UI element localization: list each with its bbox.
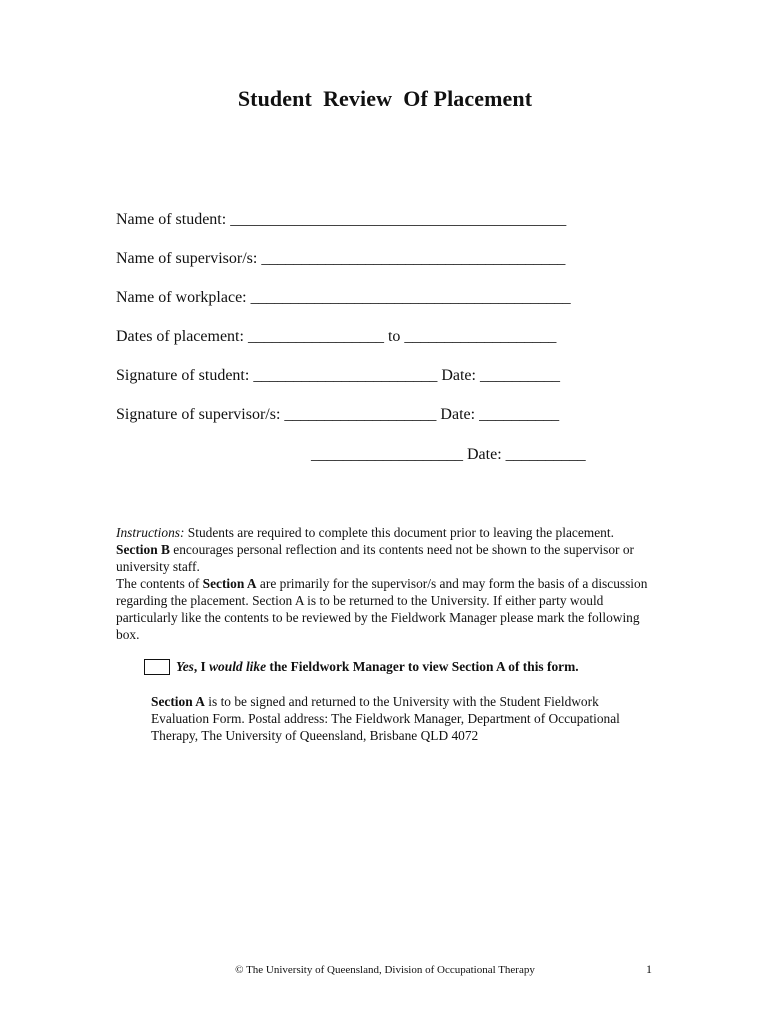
section-a-note-ref: Section A <box>151 694 205 709</box>
supervisor-name-field[interactable] <box>116 249 656 269</box>
placement-dates-field[interactable] <box>116 327 656 347</box>
instructions-block <box>116 524 656 643</box>
supervisor-name-label: Name of supervisor/s: <box>116 250 258 267</box>
instructions-text-1: Students are required to complete this document prior to leaving the placement. <box>184 525 614 540</box>
comma-i-text: , I <box>193 659 210 674</box>
student-name-blank[interactable]: __________________________________________ <box>230 211 567 228</box>
placement-date-to-blank[interactable]: ___________________ <box>404 328 557 345</box>
fieldwork-review-label <box>176 659 579 674</box>
section-a-note-text: is to be signed and returned to the University with the Student Fieldwork Evaluation Form. Postal address: The Fieldwork Manager, Department of Occupational Therapy, The University of Queensland, Brisbane QLD 4072 <box>151 694 620 743</box>
yes-text: Yes <box>176 659 194 674</box>
student-signature-date-label: Date: <box>441 367 476 384</box>
workplace-name-label: Name of workplace: <box>116 289 247 306</box>
placement-dates-label: Dates of placement: <box>116 328 244 345</box>
instructions-paragraph-2 <box>116 575 656 643</box>
supervisor-signature-field[interactable] <box>116 405 656 425</box>
supervisor-signature-2-field[interactable] <box>311 445 651 465</box>
student-signature-date-blank[interactable]: __________ <box>479 367 560 384</box>
supervisor-signature-blank[interactable]: ___________________ <box>284 406 437 423</box>
checkbox-rest-text: the Fieldwork Manager to view Section A of this form. <box>266 659 579 674</box>
placement-date-from-blank[interactable]: _________________ <box>247 328 384 345</box>
section-a-note-paragraph <box>151 693 651 744</box>
supervisor-name-blank[interactable]: ______________________________________ <box>261 250 566 267</box>
fieldwork-review-option[interactable] <box>144 657 664 677</box>
placement-dates-to-label: to <box>387 328 401 345</box>
would-like-text: would like <box>209 659 267 674</box>
section-b-ref: Section B <box>116 542 170 557</box>
supervisor-signature-2-date-blank[interactable]: __________ <box>505 446 586 463</box>
page-title: Student Review Of Placement <box>237 86 533 111</box>
instructions-text-2: encourages personal reflection and its contents need not be shown to the supervisor or university staff. <box>116 542 635 574</box>
section-a-note <box>151 693 651 744</box>
supervisor-signature-date-blank[interactable]: __________ <box>479 406 560 423</box>
supervisor-signature-2-date-label: Date: <box>467 446 502 463</box>
student-name-label: Name of student: <box>116 211 227 228</box>
workplace-name-blank[interactable]: ________________________________________ <box>250 289 571 306</box>
supervisor-signature-label: Signature of supervisor/s: <box>116 406 281 423</box>
student-name-field[interactable] <box>116 210 656 230</box>
student-signature-label: Signature of student: <box>116 367 250 384</box>
instructions-paragraph-1 <box>116 524 656 575</box>
fieldwork-review-checkbox[interactable] <box>144 659 170 675</box>
student-signature-field[interactable] <box>116 366 656 386</box>
supervisor-signature-date-label: Date: <box>440 406 476 423</box>
supervisor-signature-2-blank[interactable]: ___________________ <box>311 446 463 463</box>
student-signature-blank[interactable]: _______________________ <box>253 367 438 384</box>
instructions-label: Instructions: <box>116 525 185 540</box>
instructions-text-4: are primarily for the supervisor/s and may form the basis of a discussion regarding the placement. Section A is to be returned to the University. If either party would particularly like the contents to be reviewed by the Fieldwork Manager please mark the following box. <box>116 576 648 642</box>
page-number: 1 <box>646 962 652 976</box>
footer-copyright: © The University of Queensland, Division of Occupational Therapy <box>235 964 535 976</box>
instructions-text-3: The contents of <box>116 576 203 591</box>
section-a-ref: Section A <box>202 576 257 591</box>
workplace-name-field[interactable] <box>116 288 656 308</box>
